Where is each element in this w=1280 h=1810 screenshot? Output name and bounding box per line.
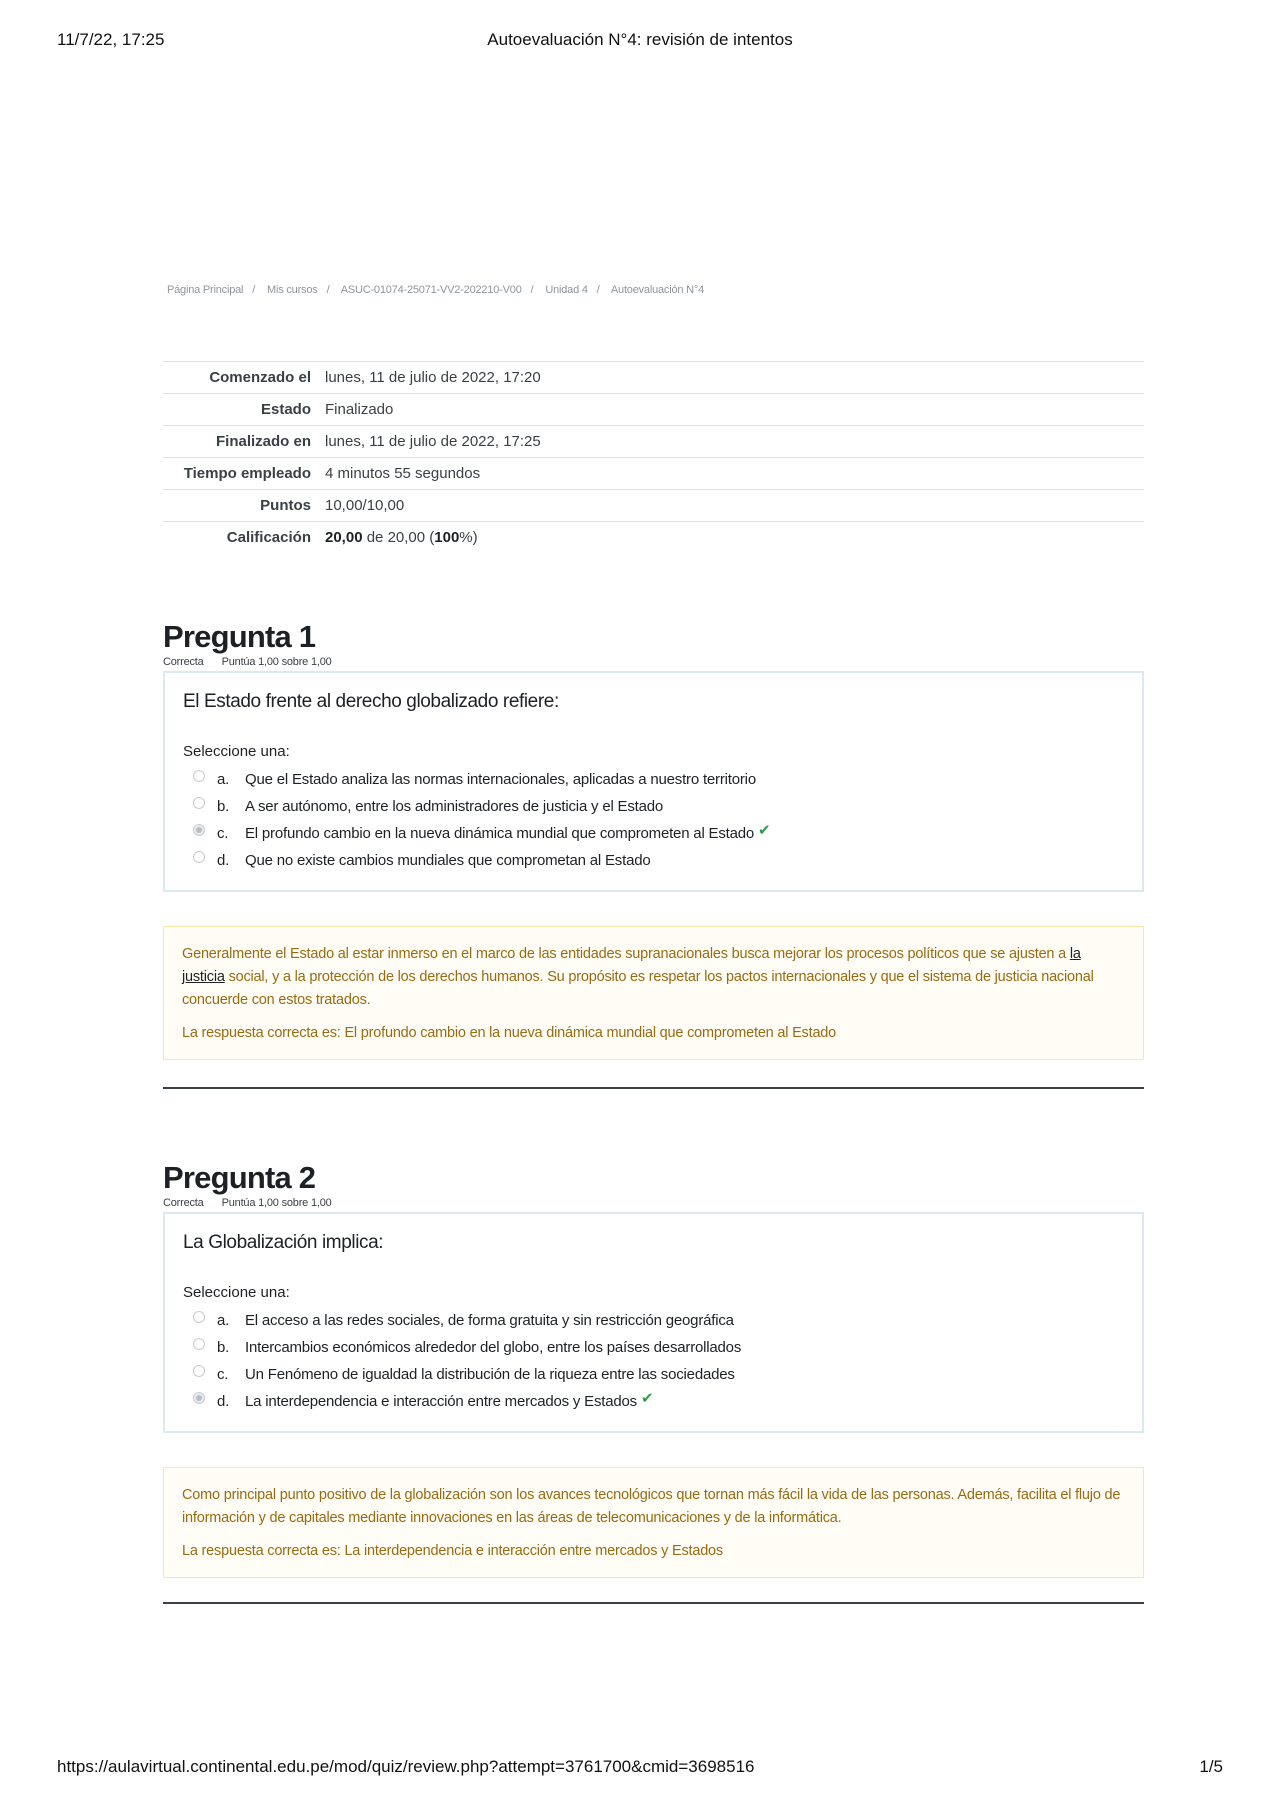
radio-button[interactable] xyxy=(193,770,205,782)
summary-value: 10,00/10,00 xyxy=(325,490,1144,522)
feedback-text xyxy=(182,943,1123,1012)
grade-score: 20,00 xyxy=(325,529,363,546)
answer-option-a xyxy=(183,1307,1122,1334)
summary-value: lunes, 11 de julio de 2022, 17:20 xyxy=(325,362,1144,394)
option-letter: a. xyxy=(217,1312,230,1329)
summary-label: Puntos xyxy=(163,490,325,522)
option-letter: c. xyxy=(217,1366,229,1383)
breadcrumb-course[interactable]: ASUC-01074-25071-VV2-202210-V00 xyxy=(340,284,522,296)
question-prompt: Seleccione una: xyxy=(183,743,290,760)
option-letter: b. xyxy=(217,1339,230,1356)
answer-option-b xyxy=(183,1334,1122,1361)
breadcrumb-quiz[interactable]: Autoevaluación N°4 xyxy=(610,284,705,296)
print-header xyxy=(0,30,1280,54)
option-letter: d. xyxy=(217,852,230,869)
summary-value xyxy=(325,522,1144,554)
question-meta xyxy=(163,1197,1144,1209)
print-datetime: 11/7/22, 17:25 xyxy=(57,30,165,49)
summary-label: Calificación xyxy=(163,522,325,554)
check-icon: ✔ xyxy=(640,1389,654,1407)
feedback-box xyxy=(163,1467,1144,1578)
question-1 xyxy=(163,620,1144,1060)
breadcrumb-my-courses[interactable]: Mis cursos xyxy=(267,284,318,296)
option-text: A ser autónomo, entre los administradores de justicia y el Estado xyxy=(245,798,664,815)
breadcrumb-home[interactable]: Página Principal xyxy=(167,284,244,296)
question-divider xyxy=(163,1087,1144,1089)
question-2 xyxy=(163,1161,1144,1578)
option-text: Que el Estado analiza las normas internacionales, aplicadas a nuestro territorio xyxy=(245,771,756,788)
option-text: El profundo cambio en la nueva dinámica mundial que comprometen al Estado xyxy=(245,825,755,842)
print-url: https://aulavirtual.continental.edu.pe/mod/quiz/review.php?attempt=3761700&cmid=3698516 xyxy=(57,1757,755,1776)
grade-mid: de 20,00 ( xyxy=(362,529,435,546)
option-text: Intercambios económicos alrededor del globo, entre los países desarrollados xyxy=(245,1339,742,1356)
summary-row-started xyxy=(163,362,1144,394)
question-score: Puntúa 1,00 sobre 1,00 xyxy=(221,656,332,668)
question-prompt: Seleccione una: xyxy=(183,1284,290,1301)
summary-row-grade xyxy=(163,522,1144,554)
summary-label: Comenzado el xyxy=(163,362,325,394)
summary-label: Finalizado en xyxy=(163,426,325,458)
summary-row-finished xyxy=(163,426,1144,458)
radio-button-selected[interactable] xyxy=(193,1392,205,1404)
summary-value: Finalizado xyxy=(325,394,1144,426)
breadcrumb-unit[interactable]: Unidad 4 xyxy=(545,284,588,296)
answer-option-d xyxy=(183,847,1122,874)
summary-row-time xyxy=(163,458,1144,490)
option-text: El acceso a las redes sociales, de forma gratuita y sin restricción geográfica xyxy=(245,1312,734,1329)
question-score: Puntúa 1,00 sobre 1,00 xyxy=(221,1197,332,1209)
answer-option-c xyxy=(183,1361,1122,1388)
question-meta xyxy=(163,656,1144,668)
answer-option-a xyxy=(183,766,1122,793)
radio-button[interactable] xyxy=(193,1311,205,1323)
question-divider xyxy=(163,1602,1144,1604)
question-status: Correcta xyxy=(163,656,204,668)
feedback-link[interactable]: la justicia xyxy=(182,946,1081,985)
option-letter: d. xyxy=(217,1393,230,1410)
radio-button[interactable] xyxy=(193,1338,205,1350)
option-letter: b. xyxy=(217,798,230,815)
summary-value: lunes, 11 de julio de 2022, 17:25 xyxy=(325,426,1144,458)
summary-label: Tiempo empleado xyxy=(163,458,325,490)
option-text: Un Fenómeno de igualdad la distribución de la riqueza entre las sociedades xyxy=(245,1366,735,1383)
summary-label: Estado xyxy=(163,394,325,426)
breadcrumb: Página Principal / Mis cursos / ASUC-01074-25071-VV2-202210-V00 / Unidad 4 / Autoevaluación N°4 xyxy=(167,284,705,296)
attempt-summary-table xyxy=(163,361,1144,553)
grade-percent: 100 xyxy=(434,529,460,546)
question-text: La Globalización implica: xyxy=(183,1232,384,1253)
radio-button-selected[interactable] xyxy=(193,824,205,836)
feedback-text-start: Generalmente el Estado al estar inmerso en el marco de las entidades supranacionales busca mejorar los procesos políticos que se ajusten a xyxy=(182,946,1070,962)
radio-button[interactable] xyxy=(193,1365,205,1377)
grade-end: %) xyxy=(459,529,478,546)
question-title: Pregunta 2 xyxy=(163,1160,316,1195)
option-letter: c. xyxy=(217,825,229,842)
radio-button[interactable] xyxy=(193,851,205,863)
feedback-box xyxy=(163,926,1144,1060)
feedback-text: Como principal punto positivo de la globalización son los avances tecnológicos que tornan más fácil la vida de las personas. Además, facilita el flujo de información y de capitales mediante innovaciones en las áreas de telecomunicaciones y de la informática. xyxy=(182,1487,1121,1526)
option-text: Que no existe cambios mundiales que comprometan al Estado xyxy=(245,852,651,869)
radio-button[interactable] xyxy=(193,797,205,809)
option-letter: a. xyxy=(217,771,230,788)
question-status: Correcta xyxy=(163,1197,204,1209)
answer-option-b xyxy=(183,793,1122,820)
print-page-number: 1/5 xyxy=(1199,1757,1223,1776)
feedback-text-end: social, y a la protección de los derechos humanos. Su propósito es respetar los pactos internacionales y que el sistema de justicia nacional concuerde con estos tratados. xyxy=(182,969,1094,1008)
summary-row-state xyxy=(163,394,1144,426)
question-title: Pregunta 1 xyxy=(163,619,316,654)
correct-answer-text: La respuesta correcta es: El profundo cambio en la nueva dinámica mundial que comprometen al Estado xyxy=(182,1025,837,1041)
option-text: La interdependencia e interacción entre mercados y Estados xyxy=(245,1393,637,1410)
check-icon: ✔ xyxy=(758,821,771,839)
print-title: Autoevaluación N°4: revisión de intentos xyxy=(487,30,793,49)
answer-option-d xyxy=(183,1388,1122,1415)
question-box xyxy=(163,671,1144,892)
summary-value: 4 minutos 55 segundos xyxy=(325,458,1144,490)
answer-option-c xyxy=(183,820,1122,847)
summary-row-points xyxy=(163,490,1144,522)
question-box xyxy=(163,1212,1144,1433)
question-text: El Estado frente al derecho globalizado refiere: xyxy=(183,691,559,712)
correct-answer-text: La respuesta correcta es: La interdependencia e interacción entre mercados y Estados xyxy=(182,1543,723,1559)
